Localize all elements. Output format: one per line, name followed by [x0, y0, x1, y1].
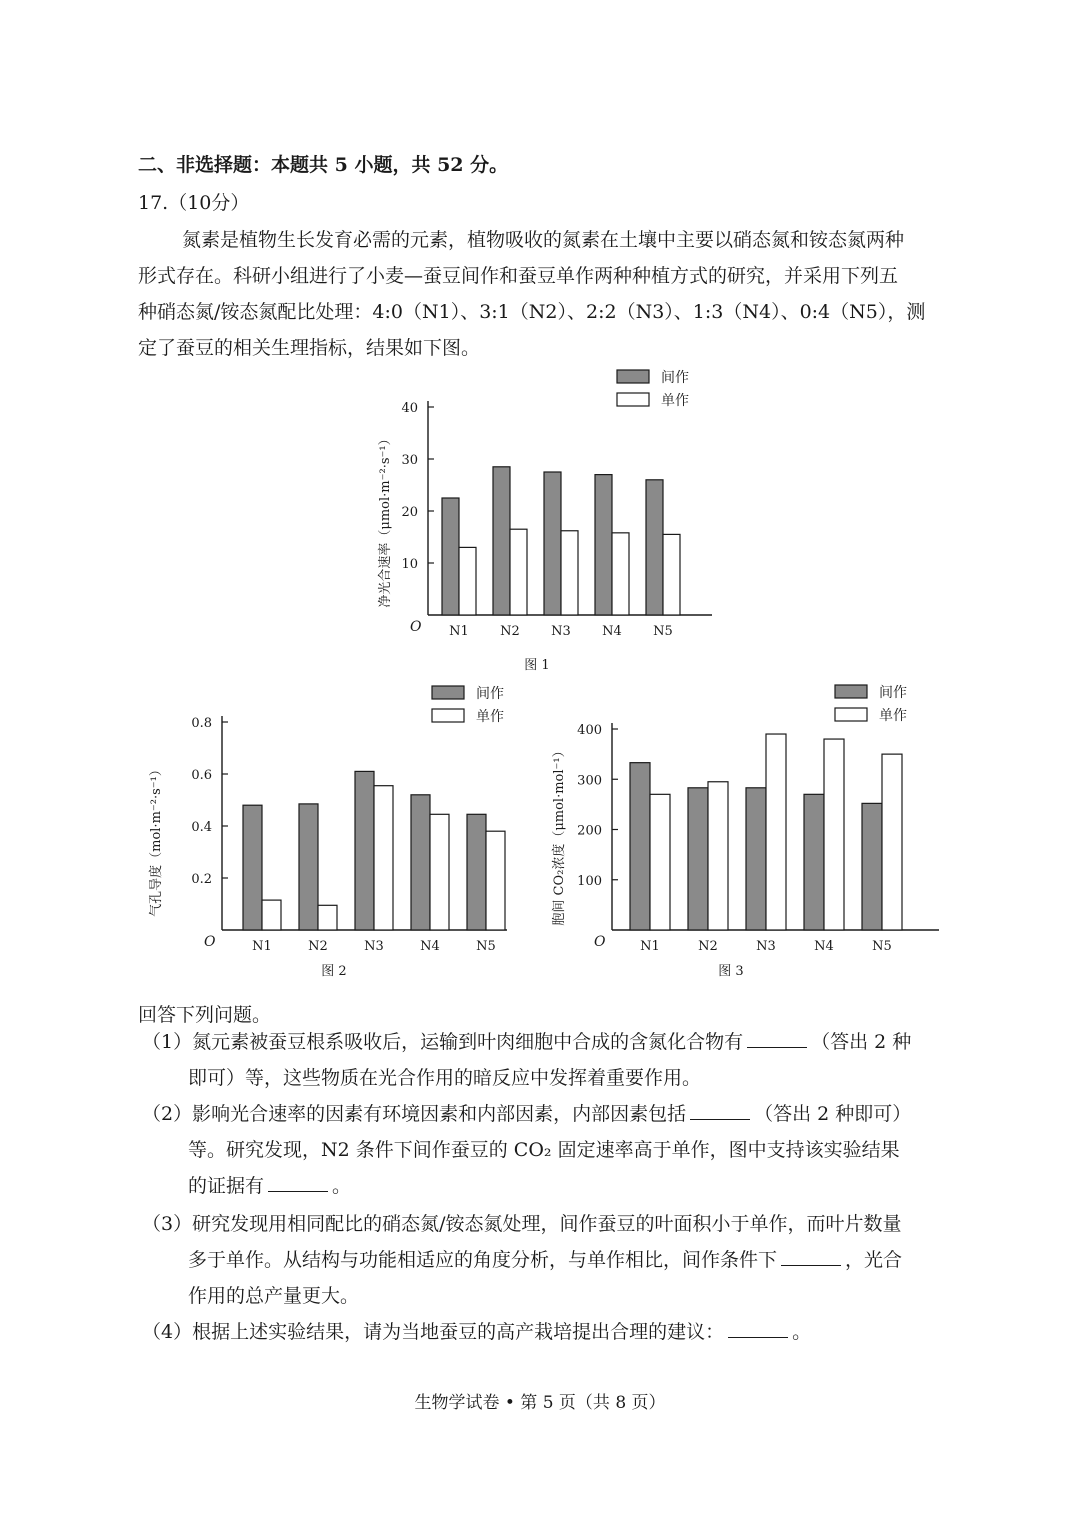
bar-intercrop: [804, 794, 824, 930]
answer-blank[interactable]: [268, 1173, 328, 1192]
intro-line-1: 氮素是植物生长发育必需的元素，植物吸收的氮素在土壤中主要以硝态氮和铵态氮两种: [182, 229, 905, 251]
legend-swatch: [432, 686, 464, 699]
x-tick-label: N3: [364, 939, 384, 954]
bar-monocrop: [262, 900, 281, 930]
bar-intercrop: [630, 763, 650, 930]
bar-intercrop: [243, 805, 262, 930]
x-tick-label: N5: [872, 939, 892, 954]
x-tick-label: N2: [500, 624, 520, 639]
y-tick-label: 10: [401, 557, 418, 572]
y-tick-label: 20: [401, 505, 418, 520]
y-tick-label: 0.6: [191, 768, 212, 783]
legend-label: 单作: [661, 393, 689, 409]
bar-monocrop: [612, 533, 629, 615]
bar-intercrop: [442, 498, 459, 615]
legend-label: 间作: [476, 686, 504, 702]
x-tick-label: N2: [308, 939, 328, 954]
bar-intercrop: [493, 467, 510, 615]
bar-monocrop: [650, 794, 670, 930]
bar-monocrop: [824, 739, 844, 930]
section-title: 二、非选择题：本题共 5 小题，共 52 分。: [138, 154, 509, 176]
y-tick-label: 0.2: [191, 872, 212, 887]
bar-monocrop: [708, 782, 728, 930]
bar-intercrop: [646, 480, 663, 615]
legend-swatch: [432, 709, 464, 722]
bar-monocrop: [459, 547, 476, 615]
intro-line-3: 种硝态氮/铵态氮配比处理：4:0（N1）、3:1（N2）、2:2（N3）、1:3（N4）、0:4（N5），测: [138, 301, 926, 323]
bar-monocrop: [882, 754, 902, 930]
y-tick-label: 0.4: [191, 820, 212, 835]
bar-intercrop: [595, 475, 612, 615]
legend-label: 单作: [879, 708, 907, 724]
sub-question-2: （2）影响光合速率的因素有环境因素和内部因素，内部因素包括 （答出 2 种即可） 等。研究发现，N2 条件下间作蚕豆的 CO₂ 固定速率高于单作，图中支持该实验结果 的证据有 。: [142, 1103, 912, 1197]
legend-swatch: [617, 370, 649, 383]
y-tick-label: 40: [401, 401, 418, 416]
y-tick-label: 200: [577, 823, 602, 839]
legend-label: 单作: [476, 709, 504, 725]
y-tick-label: 0.8: [191, 716, 212, 731]
y-tick-label: 400: [577, 723, 602, 738]
bar-monocrop: [374, 786, 393, 930]
x-tick-label: N5: [653, 624, 673, 639]
bar-intercrop: [544, 472, 561, 615]
intro-line-4: 定了蚕豆的相关生理指标，结果如下图。: [138, 337, 481, 359]
answer-intro: 回答下列问题。: [138, 1004, 272, 1026]
answer-blank[interactable]: [690, 1101, 750, 1120]
bar-intercrop: [862, 803, 882, 930]
legend-swatch: [835, 708, 867, 721]
answer-blank[interactable]: [781, 1247, 841, 1266]
x-tick-label: N4: [814, 939, 834, 954]
bar-monocrop: [766, 734, 786, 930]
legend-label: 间作: [661, 370, 689, 386]
sub-question-4: （4）根据上述实验结果，请为当地蚕豆的高产栽培提出合理的建议： 。: [142, 1321, 812, 1343]
origin-label: O: [204, 934, 216, 950]
answer-blank[interactable]: [747, 1029, 807, 1048]
y-axis-label: 气孔导度（mol·m⁻²·s⁻¹）: [149, 763, 164, 917]
x-tick-label: N3: [756, 939, 776, 954]
chart-title: 图 1: [524, 658, 550, 673]
x-tick-label: N1: [640, 939, 660, 954]
x-tick-label: N4: [602, 624, 622, 639]
bar-intercrop: [688, 788, 708, 930]
legend-label: 间作: [879, 685, 907, 701]
bar-monocrop: [318, 905, 337, 930]
x-tick-label: N1: [252, 939, 272, 954]
x-tick-label: N1: [449, 624, 469, 639]
y-tick-label: 100: [577, 873, 602, 889]
bar-intercrop: [746, 788, 766, 930]
legend-swatch: [835, 685, 867, 698]
y-axis-label: 净光合速率（μmol·m⁻²·s⁻¹）: [378, 432, 393, 608]
bar-monocrop: [561, 531, 578, 615]
x-tick-label: N5: [476, 939, 496, 954]
intro-line-2: 形式存在。科研小组进行了小麦—蚕豆间作和蚕豆单作两种种植方式的研究，并采用下列五: [138, 265, 899, 287]
bar-monocrop: [430, 814, 449, 930]
answer-blank[interactable]: [728, 1319, 788, 1338]
bar-monocrop: [486, 831, 505, 930]
y-tick-label: 30: [401, 453, 418, 468]
x-tick-label: N4: [420, 939, 440, 954]
bar-intercrop: [411, 795, 430, 930]
bar-monocrop: [510, 529, 527, 615]
bar-intercrop: [467, 814, 486, 930]
origin-label: O: [594, 934, 606, 950]
page-footer: 生物学试卷 • 第 5 页（共 8 页）: [414, 1393, 666, 1413]
chart-title: 图 3: [718, 964, 744, 979]
chart-title: 图 2: [321, 964, 347, 979]
y-axis-label: 胞间 CO₂浓度（μmol·mol⁻¹）: [552, 744, 567, 926]
bar-intercrop: [355, 771, 374, 930]
question-number: 17.（10分）: [138, 192, 250, 214]
legend-swatch: [617, 393, 649, 406]
bar-intercrop: [299, 804, 318, 930]
origin-label: O: [410, 619, 422, 635]
x-tick-label: N3: [551, 624, 571, 639]
question-intro: [138, 222, 938, 366]
x-tick-label: N2: [698, 939, 718, 954]
y-tick-label: 300: [577, 773, 602, 789]
sub-question-1: （1）氮元素被蚕豆根系吸收后，运输到叶肉细胞中合成的含氮化合物有 （答出 2 种 即可）等，这些物质在光合作用的暗反应中发挥着重要作用。: [142, 1031, 912, 1089]
bar-monocrop: [663, 534, 680, 615]
sub-question-3: （3）研究发现用相同配比的硝态氮/铵态氮处理，间作蚕豆的叶面积小于单作，而叶片数量 多于单作。从结构与功能相适应的角度分析，与单作相比，间作条件下 ，光合 作用的总产量更大。: [142, 1213, 903, 1307]
